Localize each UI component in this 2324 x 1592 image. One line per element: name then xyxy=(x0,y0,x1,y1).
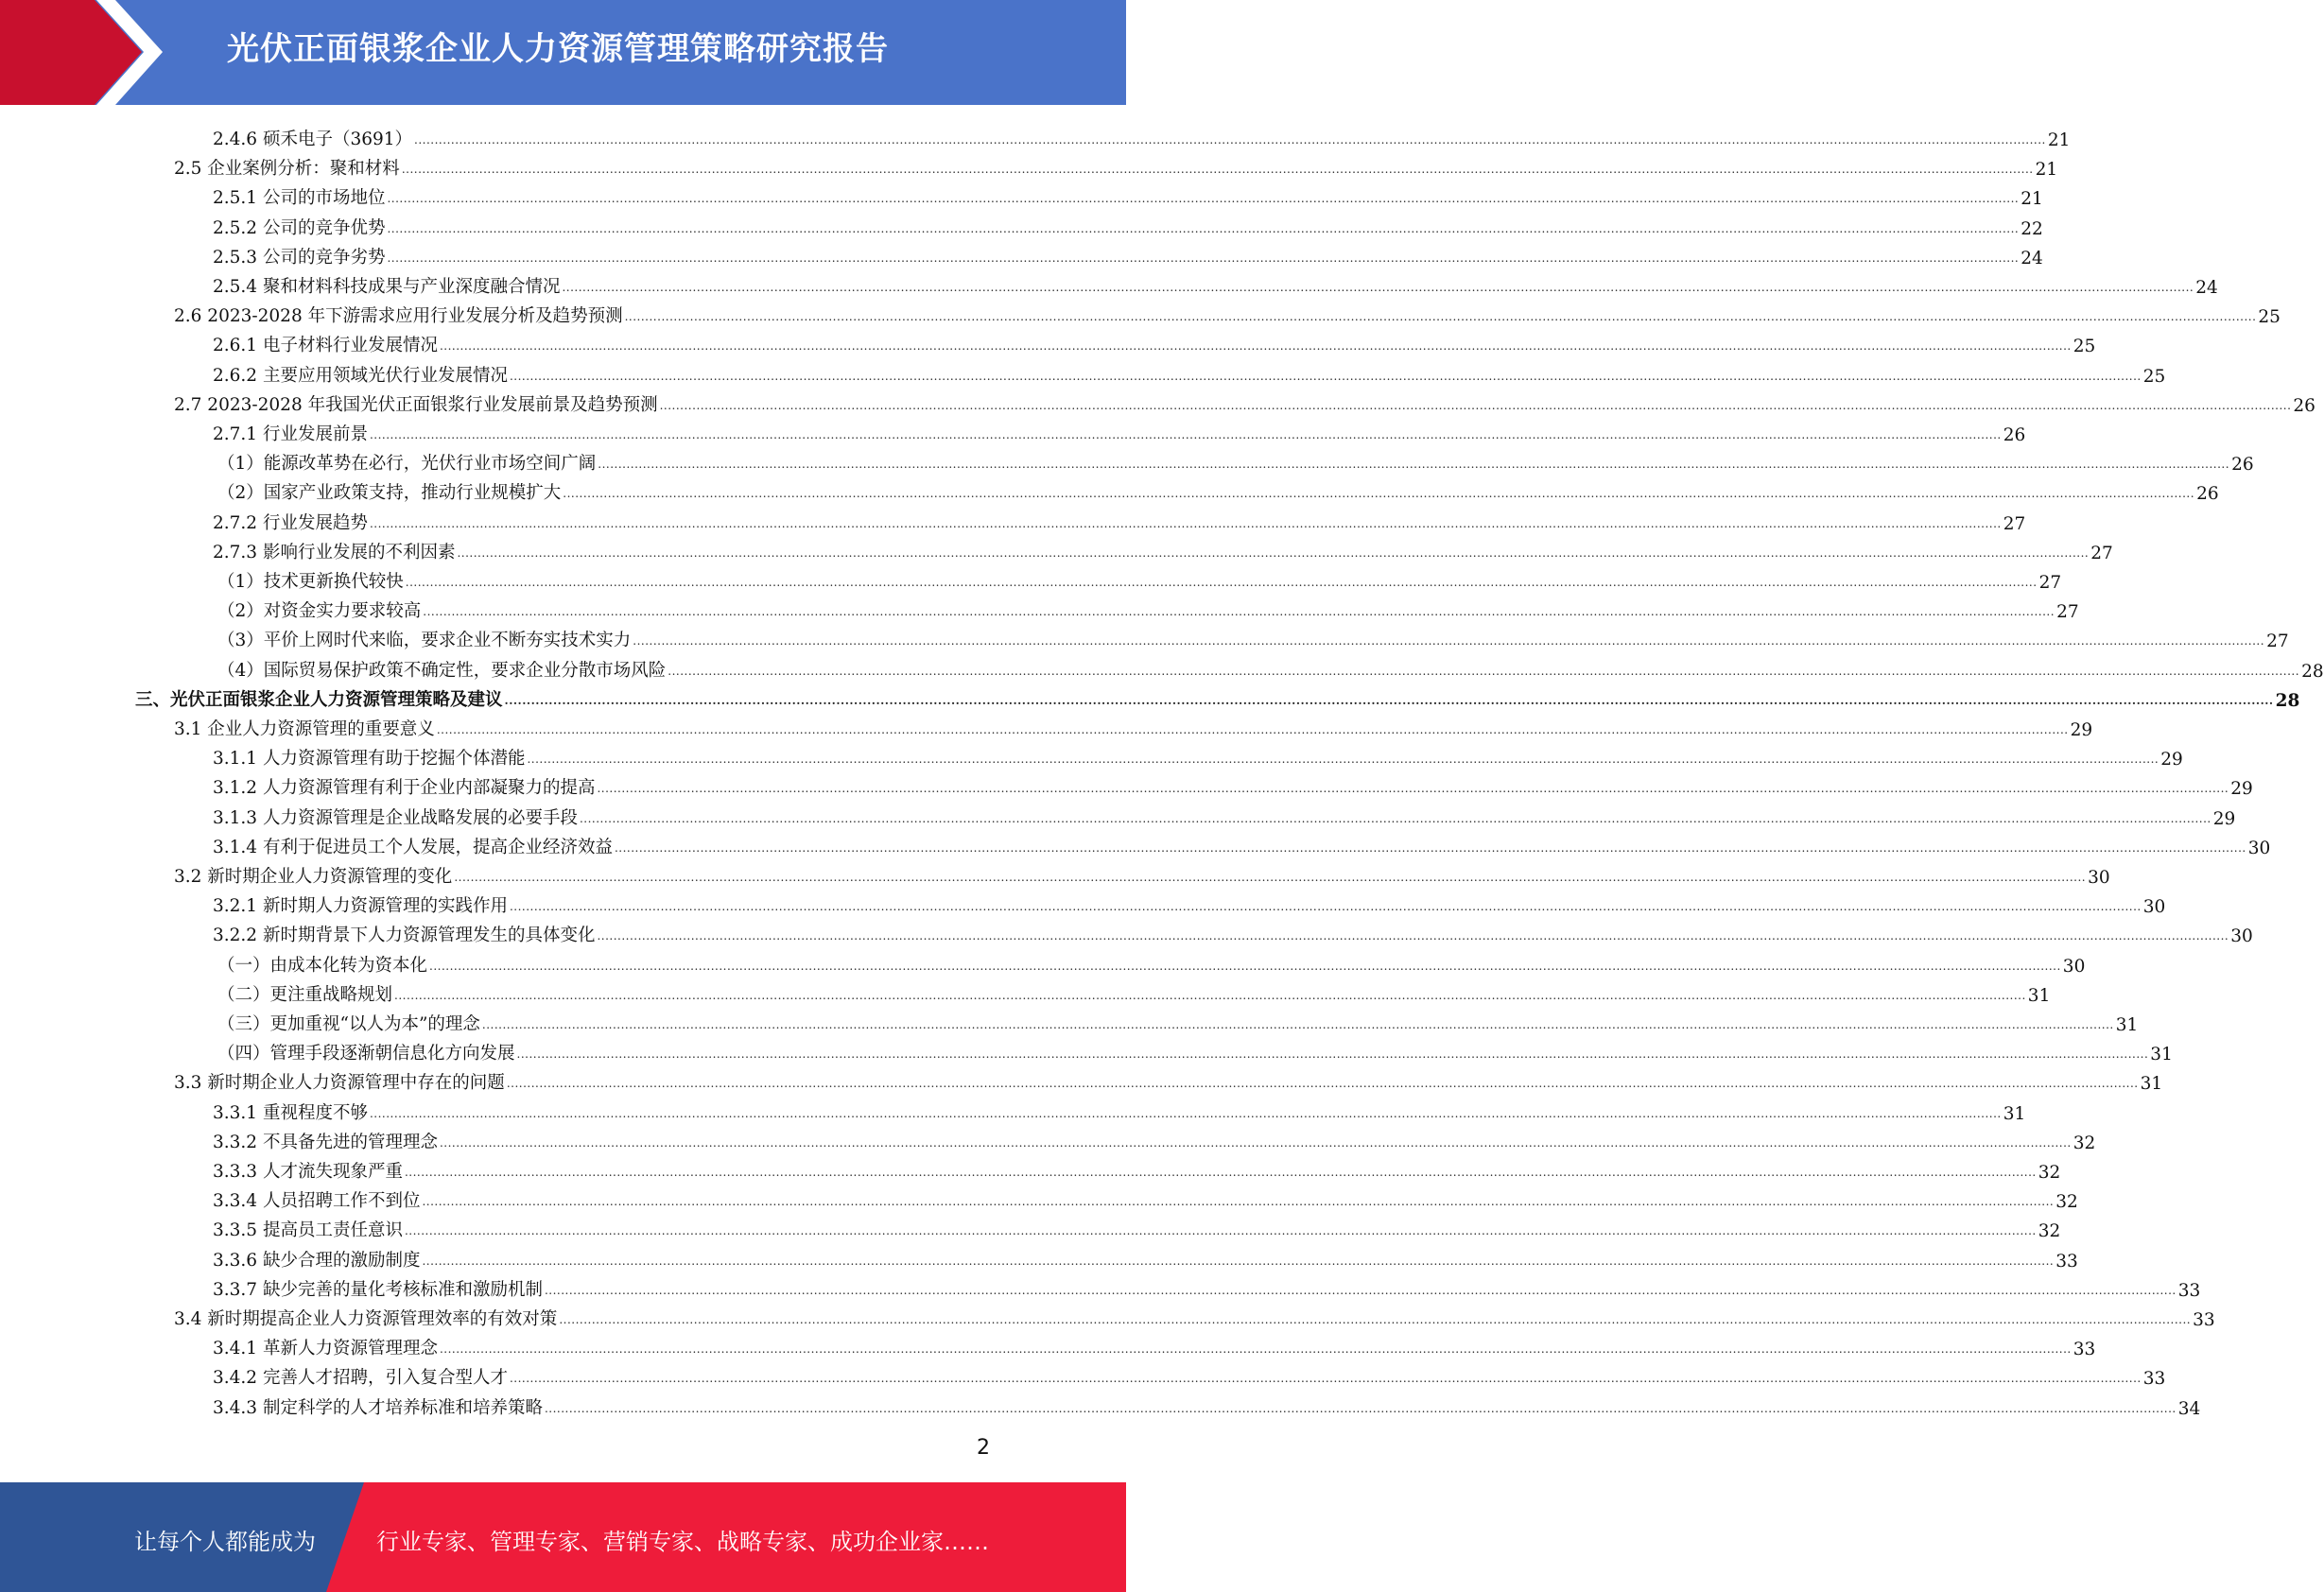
toc-entry-page: 29 xyxy=(2160,750,2183,770)
toc-entry[interactable] xyxy=(213,505,2026,534)
toc-entry-title: （1）能源改革势在必行，光伏行业市场空间广阔 xyxy=(217,454,597,474)
toc-entry-title: 3.3.2 不具备先进的管理理念 xyxy=(213,1133,438,1152)
toc-entry-page: 21 xyxy=(2035,160,2058,180)
toc-entry-page: 33 xyxy=(2073,1340,2096,1359)
toc-entry-page: 31 xyxy=(2003,1104,2026,1124)
toc-dot-leader: ................................................................................................................................................................................................................................................................................................................................................................................................................ xyxy=(544,1402,2177,1415)
toc-dot-leader: ................................................................................................................................................................................................................................................................................................................................................................................................................ xyxy=(422,1195,2055,1208)
toc-dot-leader: ................................................................................................................................................................................................................................................................................................................................................................................................................ xyxy=(614,841,2246,855)
toc-dot-leader: ................................................................................................................................................................................................................................................................................................................................................................................................................ xyxy=(439,339,2072,353)
toc-entry-page: 29 xyxy=(2230,779,2253,799)
toc-dot-leader: ................................................................................................................................................................................................................................................................................................................................................................................................................ xyxy=(439,1136,2072,1150)
toc-entry-title: 2.6 2023-2028 年下游需求应用行业发展分析及趋势预测 xyxy=(174,306,623,326)
toc-entry-page: 32 xyxy=(2055,1192,2078,1212)
toc-entry-title: 2.5.2 公司的竞争优势 xyxy=(213,218,386,238)
toc-entry-title: （二）更注重战略规划 xyxy=(217,985,393,1005)
toc-entry-page: 26 xyxy=(2003,425,2026,445)
toc-dot-leader: ................................................................................................................................................................................................................................................................................................................................................................................................................ xyxy=(387,192,2020,205)
toc-entry[interactable] xyxy=(213,416,2026,445)
toc-entry[interactable] xyxy=(217,652,2324,682)
toc-entry[interactable] xyxy=(213,1242,2078,1272)
toc-dot-leader: ................................................................................................................................................................................................................................................................................................................................................................................................................ xyxy=(387,222,2020,235)
toc-entry[interactable] xyxy=(213,268,2218,298)
toc-entry[interactable] xyxy=(213,1095,2026,1124)
footer-slogan-left: 让每个人都能成为 xyxy=(134,1529,316,1555)
toc-entry-title: 3.4 新时期提高企业人力资源管理效率的有效对策 xyxy=(174,1309,558,1329)
toc-entry-title: 3.4.2 完善人才招聘，引入复合型人才 xyxy=(213,1368,508,1388)
page-number: 2 xyxy=(977,1436,990,1460)
toc-dot-leader: ................................................................................................................................................................................................................................................................................................................................................................................................................ xyxy=(527,753,2159,766)
toc-entry-page: 29 xyxy=(2070,720,2093,740)
toc-entry[interactable] xyxy=(213,357,2166,387)
toc-entry-title: （四）管理手段逐渐朝信息化方向发展 xyxy=(217,1044,515,1064)
toc-entry-page: 26 xyxy=(2231,455,2254,475)
toc-dot-leader: ................................................................................................................................................................................................................................................................................................................................................................................................................ xyxy=(454,871,2087,884)
toc-entry-page: 27 xyxy=(2056,602,2079,622)
toc-entry-title: 3.3.5 提高员工责任意识 xyxy=(213,1220,403,1240)
toc-dot-leader: ................................................................................................................................................................................................................................................................................................................................................................................................................ xyxy=(429,960,2061,973)
toc-entry[interactable] xyxy=(213,1390,2201,1419)
toc-dot-leader: ................................................................................................................................................................................................................................................................................................................................................................................................................ xyxy=(624,310,2257,323)
toc-dot-leader: ................................................................................................................................................................................................................................................................................................................................................................................................................ xyxy=(597,782,2229,795)
toc-dot-leader: ................................................................................................................................................................................................................................................................................................................................................................................................................ xyxy=(509,900,2142,913)
toc-entry[interactable] xyxy=(213,121,2071,150)
toc-entry-title: （2）国家产业政策支持，推动行业规模扩大 xyxy=(217,483,562,503)
toc-entry-page: 31 xyxy=(2027,986,2051,1006)
toc-entry-title: 3.2.2 新时期背景下人力资源管理发生的具体变化 xyxy=(213,926,596,945)
toc-entry-page: 25 xyxy=(2258,307,2281,327)
toc-entry-title: 3.3.3 人才流失现象严重 xyxy=(213,1162,403,1182)
toc-entry-title: 2.4.6 硕禾电子（3691） xyxy=(213,130,413,149)
toc-entry-page: 27 xyxy=(2090,544,2113,563)
toc-entry-page: 28 xyxy=(2275,691,2300,711)
toc-entry-page: 21 xyxy=(2020,189,2043,209)
toc-entry-page: 31 xyxy=(2115,1015,2139,1035)
toc-entry[interactable] xyxy=(217,977,2051,1006)
toc-entry-title: 2.5.3 公司的竞争劣势 xyxy=(213,248,386,268)
toc-entry-page: 30 xyxy=(2247,839,2271,858)
toc-dot-leader: ................................................................................................................................................................................................................................................................................................................................................................................................................ xyxy=(423,605,2055,618)
toc-entry-page: 32 xyxy=(2038,1163,2061,1183)
toc-entry-page: 33 xyxy=(2142,1369,2166,1389)
toc-entry-page: 32 xyxy=(2073,1133,2096,1153)
toc-entry-title: 3.1 企业人力资源管理的重要意义 xyxy=(174,719,435,739)
toc-entry-page: 30 xyxy=(2088,868,2110,888)
toc-dot-leader: ................................................................................................................................................................................................................................................................................................................................................................................................................ xyxy=(559,1313,2192,1326)
toc-entry-title: 3.3 新时期企业人力资源管理中存在的问题 xyxy=(174,1073,505,1093)
toc-entry-page: 25 xyxy=(2073,337,2096,356)
toc-entry-page: 31 xyxy=(2150,1045,2173,1064)
toc-entry[interactable] xyxy=(213,917,2253,946)
toc-entry-page: 34 xyxy=(2177,1399,2201,1419)
toc-dot-leader: ................................................................................................................................................................................................................................................................................................................................................................................................................ xyxy=(369,428,2002,441)
report-title: 光伏正面银浆企业人力资源管理策略研究报告 xyxy=(227,30,889,68)
page-header xyxy=(0,0,1126,105)
toc-entry[interactable] xyxy=(213,210,2043,239)
footer-slogan-right: 行业专家、管理专家、营销专家、战略专家、成功企业家…… xyxy=(376,1529,989,1555)
toc-entry[interactable] xyxy=(174,1301,2215,1330)
toc-entry[interactable] xyxy=(217,563,2062,593)
toc-entry-title: 3.3.7 缺少完善的量化考核标准和激励机制 xyxy=(213,1280,543,1300)
toc-dot-leader: ................................................................................................................................................................................................................................................................................................................................................................................................................ xyxy=(422,1255,2055,1268)
toc-entry-title: 3.3.1 重视程度不够 xyxy=(213,1103,368,1123)
toc-entry-page: 27 xyxy=(2266,632,2289,651)
toc-entry-page: 26 xyxy=(2293,396,2315,416)
toc-entry[interactable] xyxy=(213,1272,2201,1301)
toc-entry[interactable] xyxy=(213,1153,2061,1183)
toc-dot-leader: ................................................................................................................................................................................................................................................................................................................................................................................................................ xyxy=(668,665,2300,678)
toc-entry-title: 3.4.1 革新人力资源管理理念 xyxy=(213,1339,438,1358)
toc-dot-leader: ................................................................................................................................................................................................................................................................................................................................................................................................................ xyxy=(405,576,2038,589)
toc-entry-title: 3.2 新时期企业人力资源管理的变化 xyxy=(174,867,453,887)
toc-entry-page: 30 xyxy=(2062,957,2086,977)
toc-dot-leader: ................................................................................................................................................................................................................................................................................................................................................................................................................ xyxy=(509,1372,2142,1385)
toc-entry-page: 21 xyxy=(2047,130,2071,150)
toc-dot-leader: ................................................................................................................................................................................................................................................................................................................................................................................................................ xyxy=(387,251,2020,265)
toc-entry[interactable] xyxy=(217,622,2289,651)
toc-entry-page: 25 xyxy=(2142,367,2166,387)
toc-entry[interactable] xyxy=(213,740,2183,770)
toc-entry-title: 2.7.3 影响行业发展的不利因素 xyxy=(213,543,456,562)
toc-dot-leader: ................................................................................................................................................................................................................................................................................................................................................................................................................ xyxy=(563,487,2195,500)
toc-entry[interactable] xyxy=(217,1035,2173,1064)
toc-entry-title: 三、光伏正面银浆企业人力资源管理策略及建议 xyxy=(135,690,503,710)
toc-entry-page: 24 xyxy=(2020,249,2043,268)
toc-entry[interactable] xyxy=(213,239,2043,268)
toc-entry-page: 31 xyxy=(2140,1074,2163,1094)
toc-entry-title: 3.1.4 有利于促进员工个人发展，提高企业经济效益 xyxy=(213,838,613,857)
toc-entry[interactable] xyxy=(213,829,2271,858)
toc-entry-title: （1）技术更新换代较快 xyxy=(217,572,404,592)
toc-entry[interactable] xyxy=(213,1212,2061,1241)
toc-entry-title: 3.1.2 人力资源管理有利于企业内部凝聚力的提高 xyxy=(213,778,596,798)
toc-entry[interactable] xyxy=(174,387,2315,416)
toc-entry-page: 33 xyxy=(2193,1310,2215,1330)
toc-entry-title: 3.1.1 人力资源管理有助于挖掘个体潜能 xyxy=(213,749,526,769)
toc-entry-page: 27 xyxy=(2038,573,2062,593)
toc-entry-title: 3.4.3 制定科学的人才培养标准和培养策略 xyxy=(213,1398,543,1418)
toc-dot-leader: ................................................................................................................................................................................................................................................................................................................................................................................................................ xyxy=(414,133,2046,147)
toc-dot-leader: ................................................................................................................................................................................................................................................................................................................................................................................................................ xyxy=(457,546,2090,560)
toc-entry[interactable] xyxy=(213,534,2113,563)
toc-entry[interactable] xyxy=(213,1183,2078,1212)
toc-dot-leader: ................................................................................................................................................................................................................................................................................................................................................................................................................ xyxy=(516,1047,2149,1061)
toc-entry[interactable] xyxy=(217,445,2254,475)
toc-dot-leader: ................................................................................................................................................................................................................................................................................................................................................................................................................ xyxy=(597,929,2229,943)
toc-dot-leader: ................................................................................................................................................................................................................................................................................................................................................................................................................ xyxy=(369,1107,2002,1120)
toc-entry-page: 27 xyxy=(2003,514,2026,534)
toc-entry[interactable] xyxy=(217,593,2079,622)
toc-entry[interactable] xyxy=(213,1124,2096,1153)
toc-entry-title: 2.6.2 主要应用领域光伏行业发展情况 xyxy=(213,366,508,386)
toc-dot-leader: ................................................................................................................................................................................................................................................................................................................................................................................................................ xyxy=(436,723,2069,736)
toc-dot-leader: ................................................................................................................................................................................................................................................................................................................................................................................................................ xyxy=(659,399,2292,412)
toc-dot-leader: ................................................................................................................................................................................................................................................................................................................................................................................................................ xyxy=(562,281,2194,294)
toc-dot-leader: ................................................................................................................................................................................................................................................................................................................................................................................................................ xyxy=(401,163,2034,176)
toc-dot-leader: ................................................................................................................................................................................................................................................................................................................................................................................................................ xyxy=(404,1166,2037,1179)
toc-entry[interactable] xyxy=(213,1359,2166,1389)
toc-dot-leader: ................................................................................................................................................................................................................................................................................................................................................................................................................ xyxy=(633,634,2265,648)
toc-entry[interactable] xyxy=(213,327,2096,356)
toc-dot-leader: ................................................................................................................................................................................................................................................................................................................................................................................................................ xyxy=(579,812,2211,825)
toc-entry[interactable] xyxy=(213,800,2236,829)
toc-dot-leader: ................................................................................................................................................................................................................................................................................................................................................................................................................ xyxy=(439,1342,2072,1356)
toc-entry-page: 26 xyxy=(2196,484,2219,504)
toc-entry[interactable] xyxy=(135,682,2300,711)
toc-entry-page: 30 xyxy=(2230,926,2253,946)
toc-entry-title: 3.3.4 人员招聘工作不到位 xyxy=(213,1191,421,1211)
toc-entry-page: 33 xyxy=(2055,1252,2078,1272)
toc-entry[interactable] xyxy=(174,150,2058,180)
toc-entry[interactable] xyxy=(174,858,2110,888)
toc-entry-page: 28 xyxy=(2301,662,2324,682)
toc-dot-leader: ................................................................................................................................................................................................................................................................................................................................................................................................................ xyxy=(509,370,2142,383)
toc-entry-page: 22 xyxy=(2020,219,2043,239)
toc-entry-page: 24 xyxy=(2195,278,2218,298)
toc-entry-title: 3.1.3 人力资源管理是企业战略发展的必要手段 xyxy=(213,808,578,828)
toc-entry-title: 2.5.1 公司的市场地位 xyxy=(213,188,386,208)
toc-entry-title: 2.5 企业案例分析：聚和材料 xyxy=(174,159,400,179)
toc-entry-page: 32 xyxy=(2038,1221,2061,1241)
toc-entry[interactable] xyxy=(213,180,2043,209)
toc-entry-title: 3.2.1 新时期人力资源管理的实践作用 xyxy=(213,896,508,916)
toc-dot-leader: ................................................................................................................................................................................................................................................................................................................................................................................................................ xyxy=(504,694,2274,707)
toc-entry-title: 2.5.4 聚和材料科技成果与产业深度融合情况 xyxy=(213,277,561,297)
toc-entry-page: 29 xyxy=(2212,809,2236,829)
toc-entry[interactable] xyxy=(217,947,2086,977)
toc-entry-title: （三）更加重视“以人为本”的理念 xyxy=(217,1014,480,1034)
toc-entry[interactable] xyxy=(213,1330,2096,1359)
toc-entry-page: 33 xyxy=(2177,1281,2201,1301)
toc-entry-title: （一）由成本化转为资本化 xyxy=(217,956,428,976)
toc-dot-leader: ................................................................................................................................................................................................................................................................................................................................................................................................................ xyxy=(506,1077,2139,1090)
toc-dot-leader: ................................................................................................................................................................................................................................................................................................................................................................................................................ xyxy=(544,1284,2177,1297)
toc-entry-title: 2.7.1 行业发展前景 xyxy=(213,424,368,444)
page-footer xyxy=(0,1482,1126,1592)
toc-entry[interactable] xyxy=(213,888,2166,917)
toc-dot-leader: ................................................................................................................................................................................................................................................................................................................................................................................................................ xyxy=(404,1224,2037,1237)
toc-entry-title: （2）对资金实力要求较高 xyxy=(217,601,422,621)
toc-entry[interactable] xyxy=(217,475,2219,504)
toc-dot-leader: ................................................................................................................................................................................................................................................................................................................................................................................................................ xyxy=(394,989,2026,1002)
toc-dot-leader: ................................................................................................................................................................................................................................................................................................................................................................................................................ xyxy=(598,458,2230,471)
toc-entry-title: 2.6.1 电子材料行业发展情况 xyxy=(213,336,438,355)
toc-entry-title: （4）国际贸易保护政策不确定性，要求企业分散市场风险 xyxy=(217,661,667,681)
toc-dot-leader: ................................................................................................................................................................................................................................................................................................................................................................................................................ xyxy=(481,1018,2114,1031)
toc-entry[interactable] xyxy=(174,1064,2163,1094)
toc-entry[interactable] xyxy=(174,298,2281,327)
toc-entry[interactable] xyxy=(217,1006,2139,1035)
toc-entry-title: 2.7 2023-2028 年我国光伏正面银浆行业发展前景及趋势预测 xyxy=(174,395,658,415)
toc-entry-title: 2.7.2 行业发展趋势 xyxy=(213,513,368,533)
toc-entry-title: （3）平价上网时代来临，要求企业不断夯实技术实力 xyxy=(217,631,632,650)
toc-entry-title: 3.3.6 缺少合理的激励制度 xyxy=(213,1251,421,1271)
toc-entry[interactable] xyxy=(174,711,2093,740)
toc-entry[interactable] xyxy=(213,770,2253,799)
toc-entry-page: 30 xyxy=(2142,897,2166,917)
toc-dot-leader: ................................................................................................................................................................................................................................................................................................................................................................................................................ xyxy=(369,517,2002,530)
